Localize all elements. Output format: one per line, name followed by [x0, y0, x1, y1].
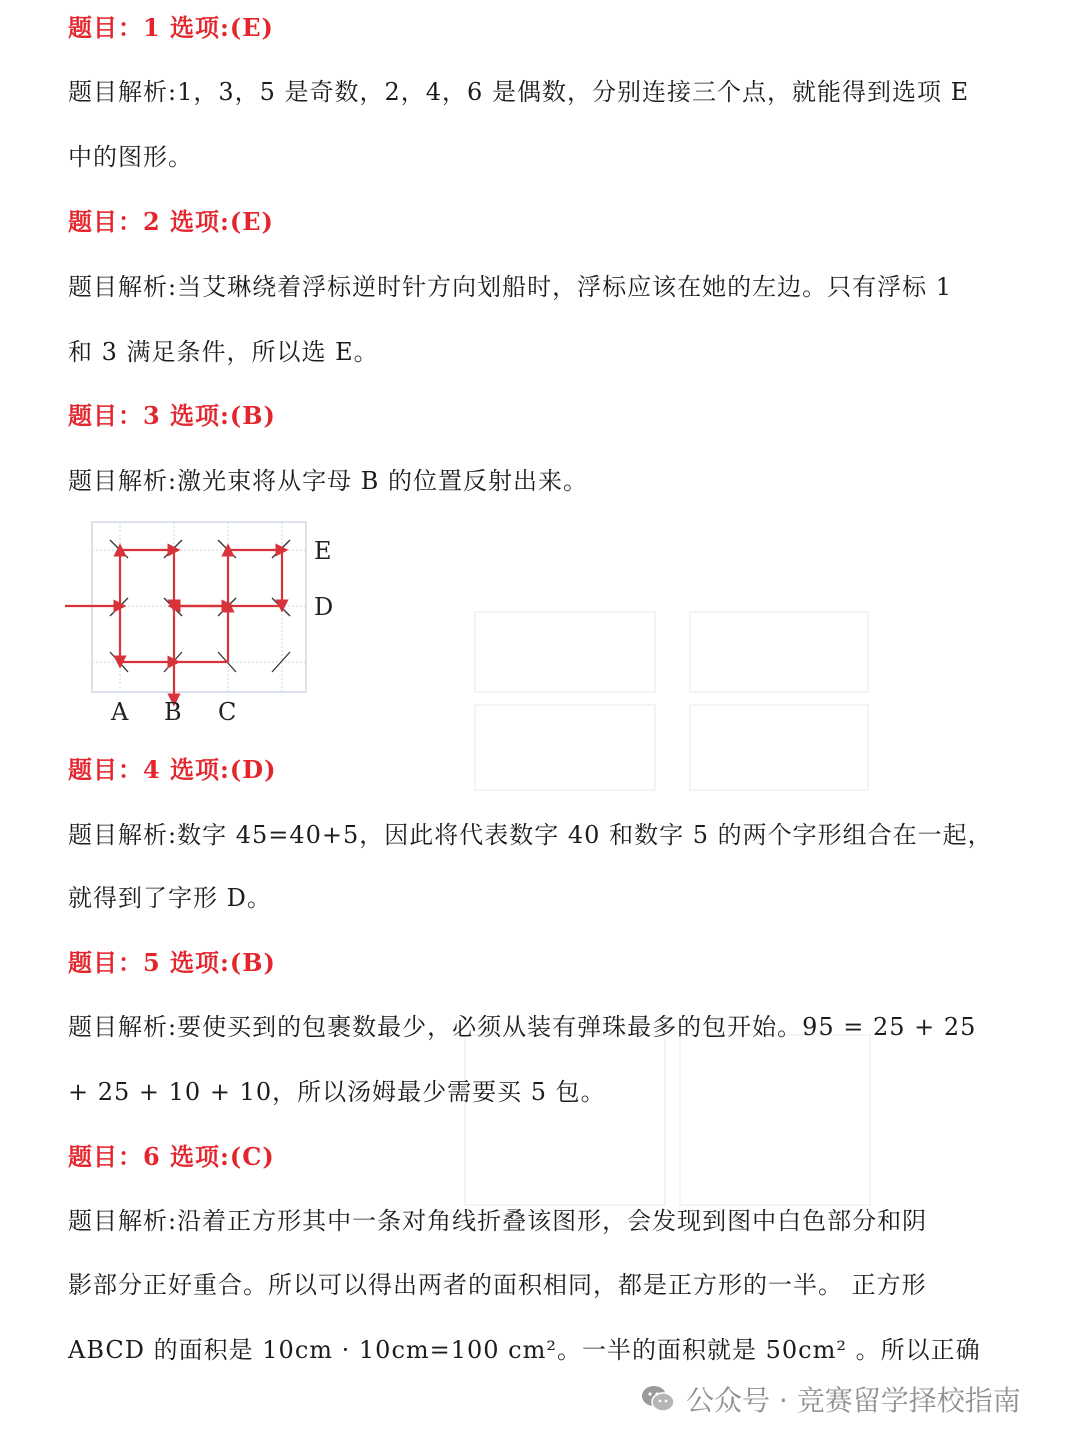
label-c: C	[218, 698, 237, 726]
question-2-title: 题目：2 选项:(E)	[68, 207, 274, 236]
question-4-explanation-line-2: 就得到了字形 D。	[68, 884, 272, 912]
question-3-title: 题目：3 选项:(B)	[68, 401, 276, 430]
question-4-title: 题目：4 选项:(D)	[68, 755, 277, 784]
laser-path	[65, 550, 282, 700]
wechat-icon	[640, 1383, 676, 1415]
question-1-title: 题目：1 选项:(E)	[68, 13, 274, 42]
question-6-explanation-line-3: ABCD 的面积是 10cm · 10cm=100 cm²。一半的面积就是 50cm² 。所以正确	[68, 1336, 981, 1364]
question-5-explanation-line-2: + 25 + 10 + 10，所以汤姆最少需要买 5 包。	[68, 1078, 606, 1106]
question-2-explanation-line-2: 和 3 满足条件，所以选 E。	[68, 338, 379, 366]
question-1-explanation-line-2: 中的图形。	[68, 143, 193, 171]
label-d: D	[314, 593, 334, 621]
question-1-explanation-line-1: 题目解析:1，3，5 是奇数，2，4，6 是偶数，分别连接三个点，就能得到选项 E	[68, 78, 970, 106]
question-6-explanation-line-1: 题目解析:沿着正方形其中一条对角线折叠该图形，会发现到图中白色部分和阴	[68, 1207, 928, 1235]
laser-reflection-figure	[60, 515, 350, 730]
question-2-explanation-line-1: 题目解析:当艾琳绕着浮标逆时针方向划船时，浮标应该在她的左边。只有浮标 1	[68, 273, 952, 301]
question-6-title: 题目：6 选项:(C)	[68, 1142, 275, 1171]
question-4-explanation-line-1: 题目解析:数字 45=40+5，因此将代表数字 40 和数字 5 的两个字形组合在一起，	[68, 821, 993, 849]
question-5-explanation-line-1: 题目解析:要使买到的包裹数最少，必须从装有弹珠最多的包开始。95 = 25 + 25	[68, 1013, 977, 1041]
label-b: B	[164, 698, 182, 726]
question-5-title: 题目：5 选项:(B)	[68, 948, 276, 977]
label-a: A	[111, 698, 129, 726]
question-3-explanation-line-1: 题目解析:激光束将从字母 B 的位置反射出来。	[68, 467, 588, 495]
question-6-explanation-line-2: 影部分正好重合。所以可以得出两者的面积相同，都是正方形的一半。 正方形	[68, 1271, 927, 1299]
wechat-watermark	[640, 1375, 1021, 1423]
watermark-text: 公众号 · 竞赛留学择校指南	[686, 1384, 1021, 1417]
label-e: E	[314, 537, 332, 565]
